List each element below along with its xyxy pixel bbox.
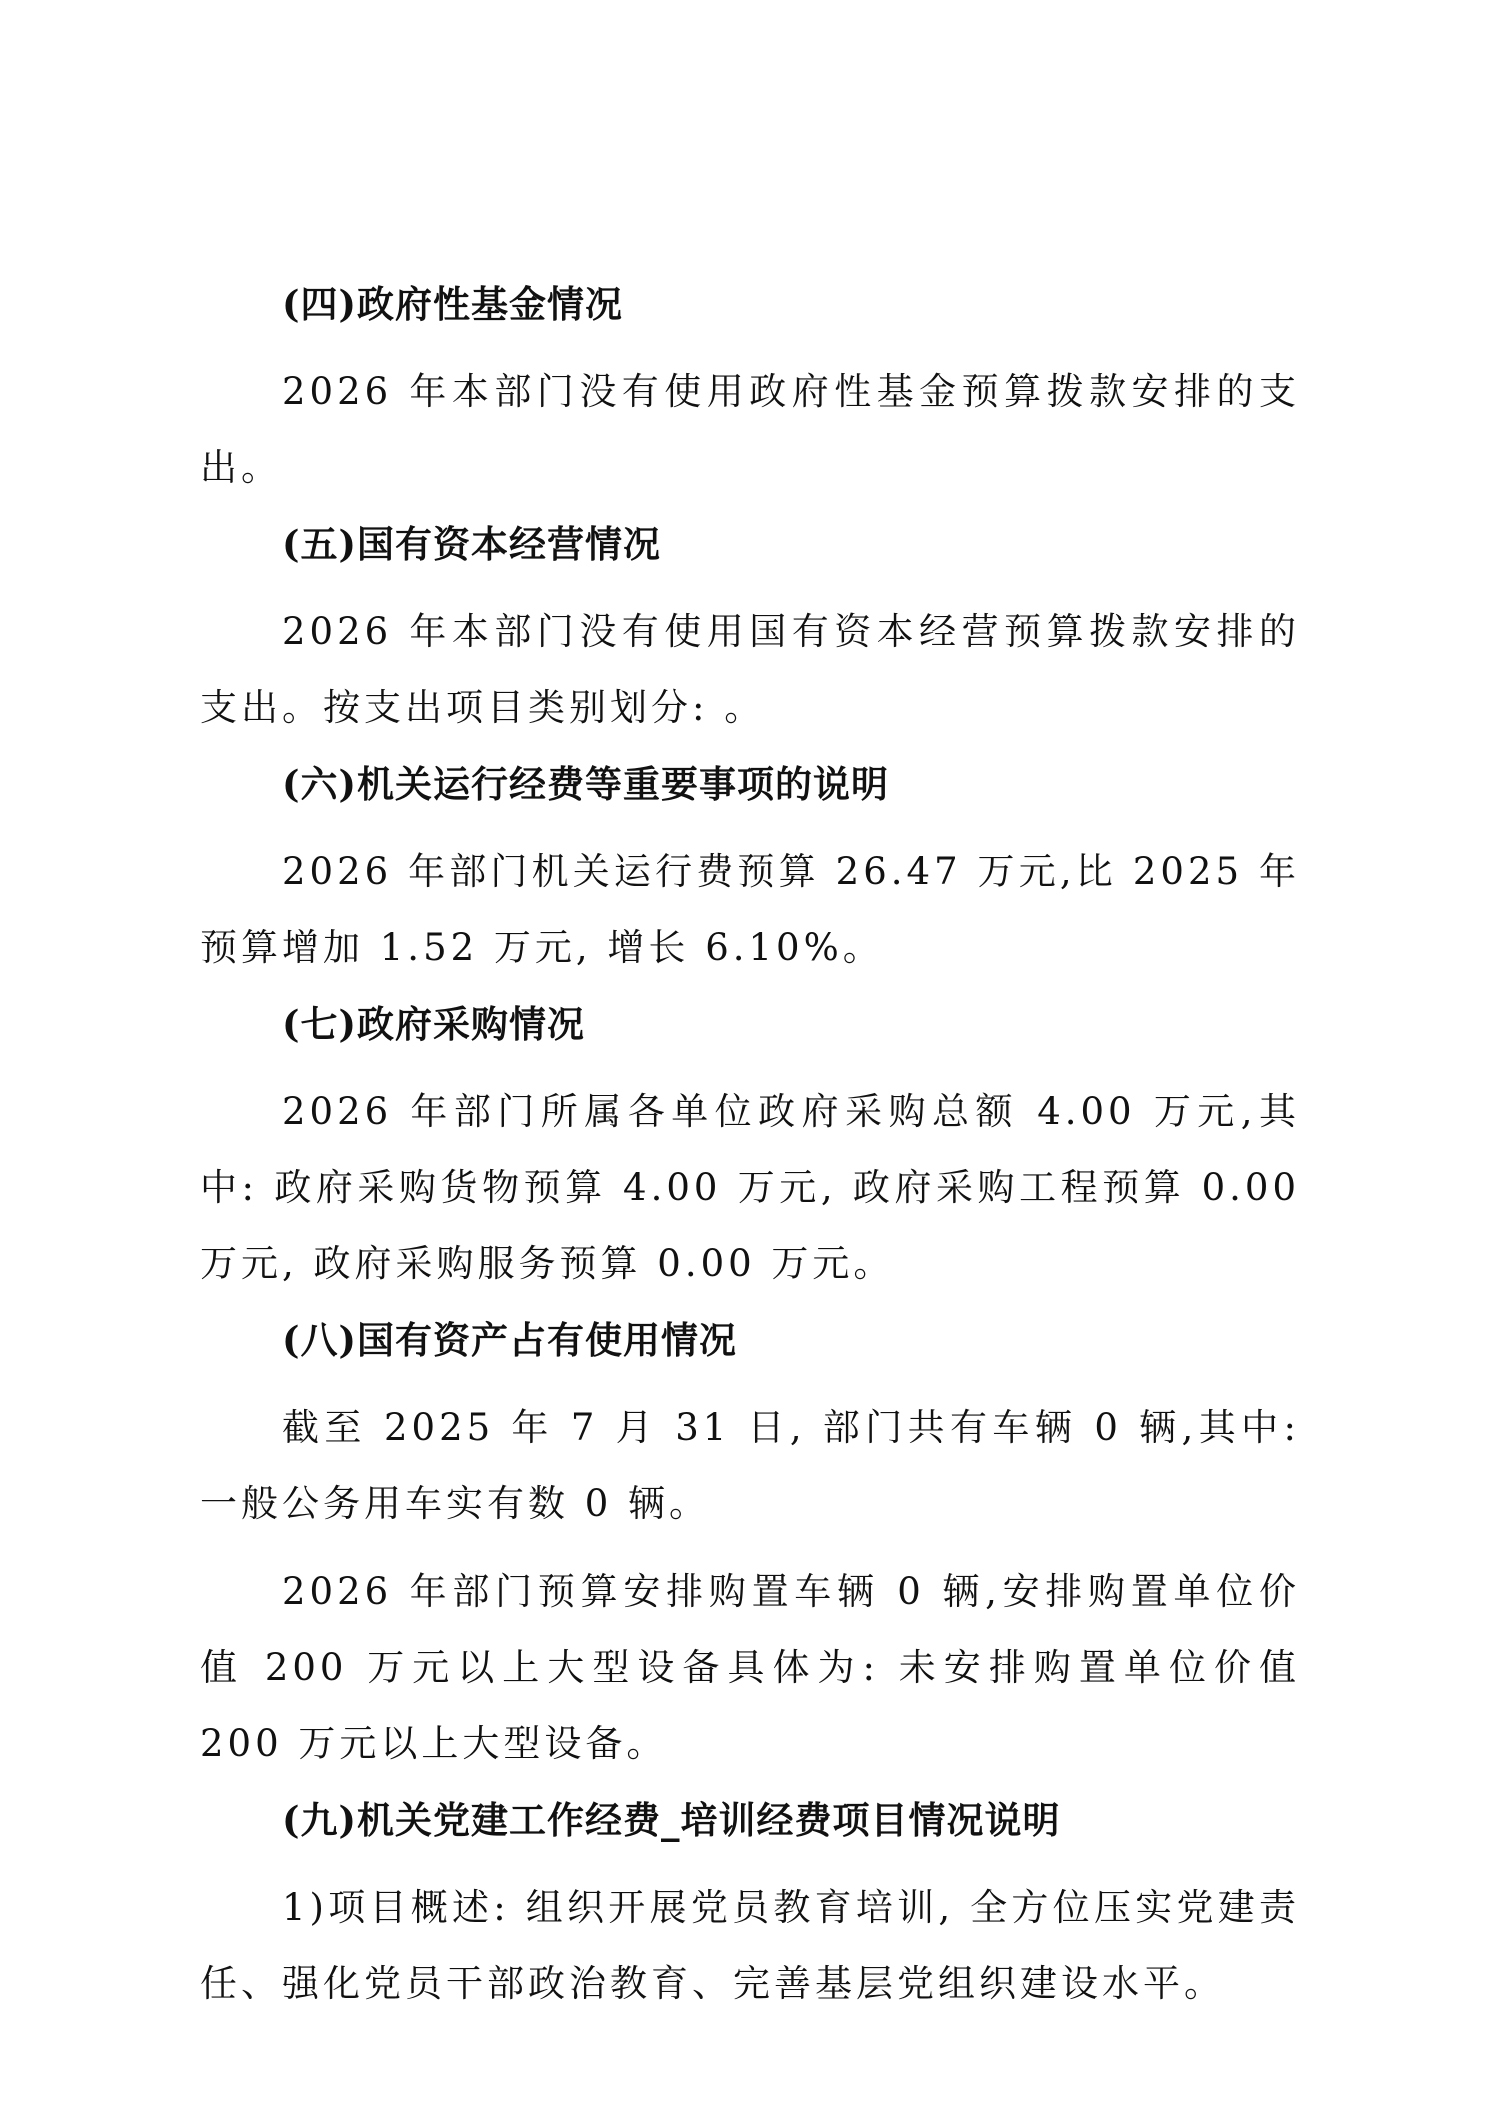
section-paragraph: 2026 年部门机关运行费预算 26.47 万元,比 2025 年预算增加 1.52 万元, 增长 6.10%。 [200,850,1300,969]
document-body [200,278,1300,2034]
section-heading-state-capital: (五)国有资本经营情况 [282,522,662,566]
section-paragraph: 截至 2025 年 7 月 31 日, 部门共有车辆 0 辆,其中: 一般公务用车实有数 0 辆。 [200,1406,1300,1525]
section-paragraph: 2026 年部门所属各单位政府采购总额 4.00 万元,其中: 政府采购货物预算 4.00 万元, 政府采购工程预算 0.00 万元, 政府采购服务预算 0.00 万元。 [200,1090,1300,1285]
section-paragraph: 2026 年本部门没有使用国有资本经营预算拨款安排的支出。按支出项目类别划分: 。 [200,610,1300,729]
section-heading-operating-expenses: (六)机关运行经费等重要事项的说明 [282,762,890,806]
section-heading-party-building-training: (九)机关党建工作经费_培训经费项目情况说明 [282,1798,1061,1842]
section-paragraph: 2026 年部门预算安排购置车辆 0 辆,安排购置单位价值 200 万元以上大型设备具体为: 未安排购置单位价值 200 万元以上大型设备。 [200,1570,1300,1765]
section-heading-state-assets: (八)国有资产占有使用情况 [282,1318,738,1362]
section-paragraph: 1)项目概述: 组织开展党员教育培训, 全方位压实党建责任、强化党员干部政治教育、完善基层党组织建设水平。 [200,1886,1300,2005]
section-heading-government-fund: (四)政府性基金情况 [282,282,624,326]
section-paragraph: 2026 年本部门没有使用政府性基金预算拨款安排的支出。 [200,370,1300,489]
section-heading-government-procurement: (七)政府采购情况 [282,1002,586,1046]
